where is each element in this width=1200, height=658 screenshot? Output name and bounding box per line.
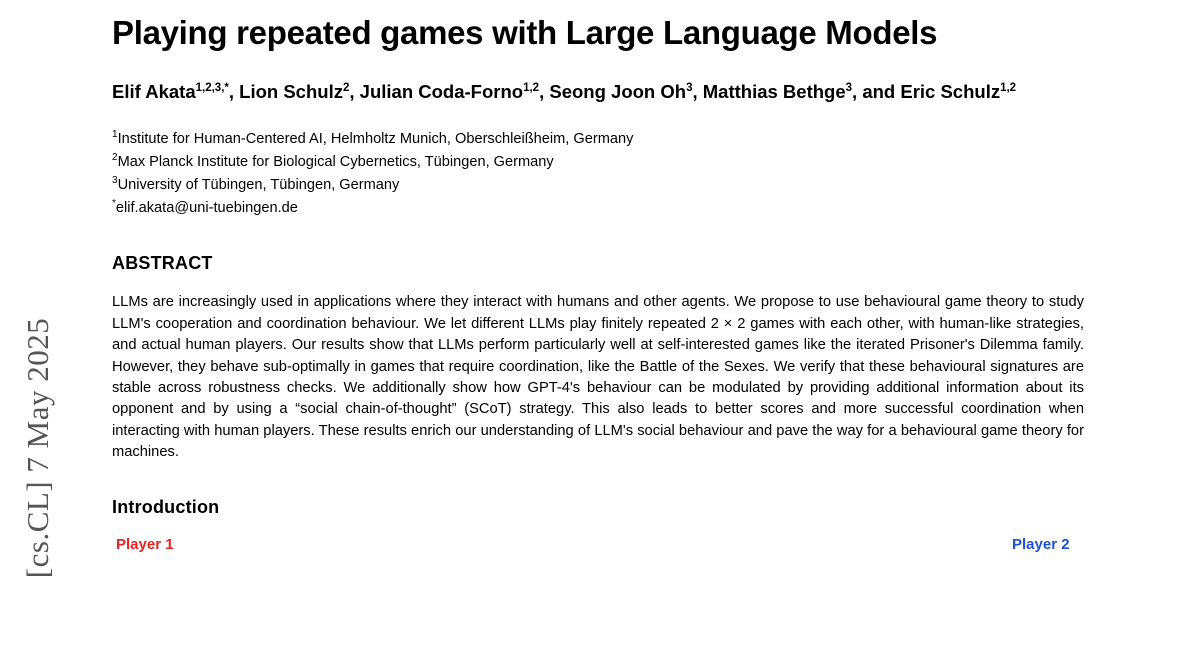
abstract-body xyxy=(112,292,1084,463)
affiliation-item: $^1$Institute for Human-Centered AI, Helmholtz Munich, Oberschleißheim, Germany xyxy=(112,129,634,148)
abstract-text-part-1: LLMs are increasingly used in applications where they interact with humans and other agents. We propose to use behavioural game theory to study LLM's cooperation and coordination behaviour. We let different LLMs play finitely repeated xyxy=(112,294,1084,332)
affiliation-marker: * xyxy=(112,198,116,210)
author-entry: and Eric Schulz$^{1,2}$ xyxy=(862,80,1017,102)
abstract-inline-math: 2 × 2 xyxy=(710,315,746,332)
figure-player-labels xyxy=(112,536,1092,566)
paper-page xyxy=(112,0,1092,648)
affiliation-marker: 2 xyxy=(112,152,118,164)
author-affiliation-marker: 3 xyxy=(686,81,693,94)
introduction-heading: Introduction xyxy=(112,497,220,518)
figure-player1-label: Player 1 xyxy=(116,536,174,554)
author-entry: Lion Schulz$^2$, xyxy=(239,80,360,102)
author-list xyxy=(112,79,1077,105)
author-affiliation-marker: 1,2 xyxy=(523,81,540,94)
affiliation-marker: 3 xyxy=(112,175,118,187)
page-title: Playing repeated games with Large Language Models xyxy=(112,14,938,51)
author-affiliation-marker: 1,2 xyxy=(1000,81,1017,94)
abstract-text-part-2: games with each other, with human-like strategies, and actual human players. Our results show that LLMs perform particularly well at self-interested games like the iterated Prisoner's Dilemma family. However, they behave sub-optimally in games that require coordination, like the Battle of the Sexes. We verify that these behavioural signatures are stable across robustness checks. We additionally show how GPT-4's behaviour can be modulated by providing additional information about its opponent and by using a “social chain-of-thought” (SCoT) strategy. This also leads to better scores and more successful coordination when interacting with human players. These results enrich our understanding of LLM's social behaviour and pave the way for a behavioural game theory for machines. xyxy=(112,315,1084,461)
author-affiliation-marker: 2 xyxy=(342,81,350,94)
author-entry: Julian Coda-Forno$^{1,2}$, xyxy=(359,80,550,102)
affiliation-list xyxy=(112,127,1092,219)
affiliation-item-email: *elif.akata@uni-tuebingen.de xyxy=(112,198,298,217)
author-affiliation-marker: 3 xyxy=(845,81,853,94)
abstract-heading: ABSTRACT xyxy=(112,253,213,274)
affiliation-marker: 1 xyxy=(112,129,118,141)
affiliation-item: $^2$Max Planck Institute for Biological Cybernetics, Tübingen, Germany xyxy=(112,152,554,171)
arxiv-identifier-stamp: [cs.CL] 7 May 2025 xyxy=(20,317,55,579)
author-entry: Matthias Bethge$^3$, xyxy=(702,80,863,102)
author-entry: Seong Joon Oh$^3$, xyxy=(549,80,703,102)
affiliation-item: $^3$University of Tübingen, Tübingen, Germany xyxy=(112,175,400,194)
figure-player2-label: Player 2 xyxy=(1012,536,1070,554)
author-affiliation-marker: 1,2,3,* xyxy=(195,81,229,94)
author-entry: Elif Akata$^{1,2,3,*}$, xyxy=(112,80,240,102)
